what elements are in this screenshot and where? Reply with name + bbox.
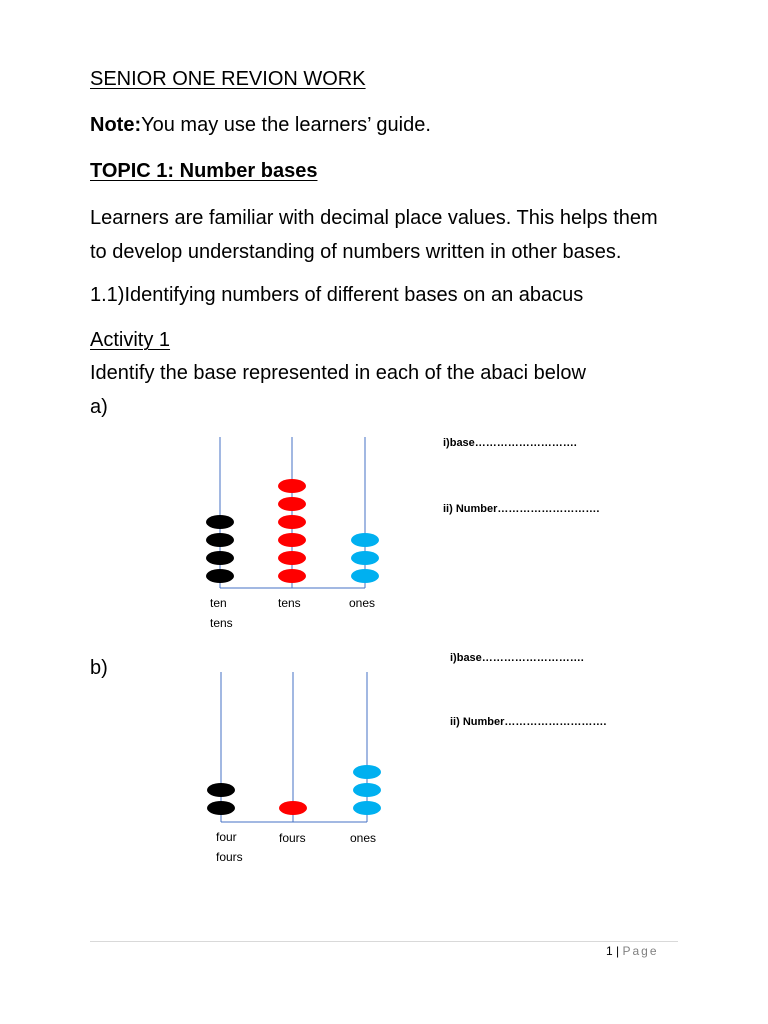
abacus-b-left-bead xyxy=(207,801,235,815)
abacus-a-base-blank[interactable]: i)base………………………. xyxy=(443,437,577,449)
abacus-b-right-bead xyxy=(353,783,381,797)
abacus-b-right-bead xyxy=(353,801,381,815)
abacus-b-left-label-line1: four xyxy=(216,830,237,844)
intro-line-1: Learners are familiar with decimal place values. This helps them xyxy=(90,207,658,229)
abacus-a-marker: a) xyxy=(90,396,108,418)
note-text: You may use the learners’ guide. xyxy=(141,114,431,136)
abacus-a-number-blank[interactable]: ii) Number………………………. xyxy=(443,503,600,515)
abacus-b-marker: b) xyxy=(90,657,108,679)
abacus-b-right-label: ones xyxy=(350,831,377,845)
abacus-b-middle-label: fours xyxy=(279,831,306,845)
abacus-a-left-label-line1: ten xyxy=(210,596,227,610)
abacus-b-base-blank[interactable]: i)base………………………. xyxy=(450,652,584,664)
note-label: Note: xyxy=(90,114,142,136)
page-word: Page xyxy=(622,944,659,958)
abacus-a-right-label: ones xyxy=(349,596,376,610)
abacus-b-middle-bead xyxy=(279,801,307,815)
abacus-a-left-label-line2: tens xyxy=(210,616,233,630)
abacus-b-right-bead xyxy=(353,765,381,779)
abacus-b-left-bead xyxy=(207,783,235,797)
page-separator: | xyxy=(612,944,623,958)
intro-line-2: to develop understanding of numbers written in other bases. xyxy=(90,241,622,263)
abacus-b-left-label-line2: fours xyxy=(216,850,243,864)
subsection-heading: 1.1)Identifying numbers of different bases on an abacus xyxy=(90,284,584,306)
footer-rule xyxy=(90,941,678,942)
abacus-a-middle-label: tens xyxy=(278,596,301,610)
worksheet-title: SENIOR ONE REVION WORK xyxy=(90,68,366,90)
activity-heading: Activity 1 xyxy=(90,329,171,351)
abacus-b-number-blank[interactable]: ii) Number………………………. xyxy=(450,716,607,728)
page-footer xyxy=(606,944,659,958)
topic-heading: TOPIC 1: Number bases xyxy=(90,160,318,182)
page-number: 1 xyxy=(606,944,613,958)
instruction-text: Identify the base represented in each of the abaci below xyxy=(90,362,586,384)
